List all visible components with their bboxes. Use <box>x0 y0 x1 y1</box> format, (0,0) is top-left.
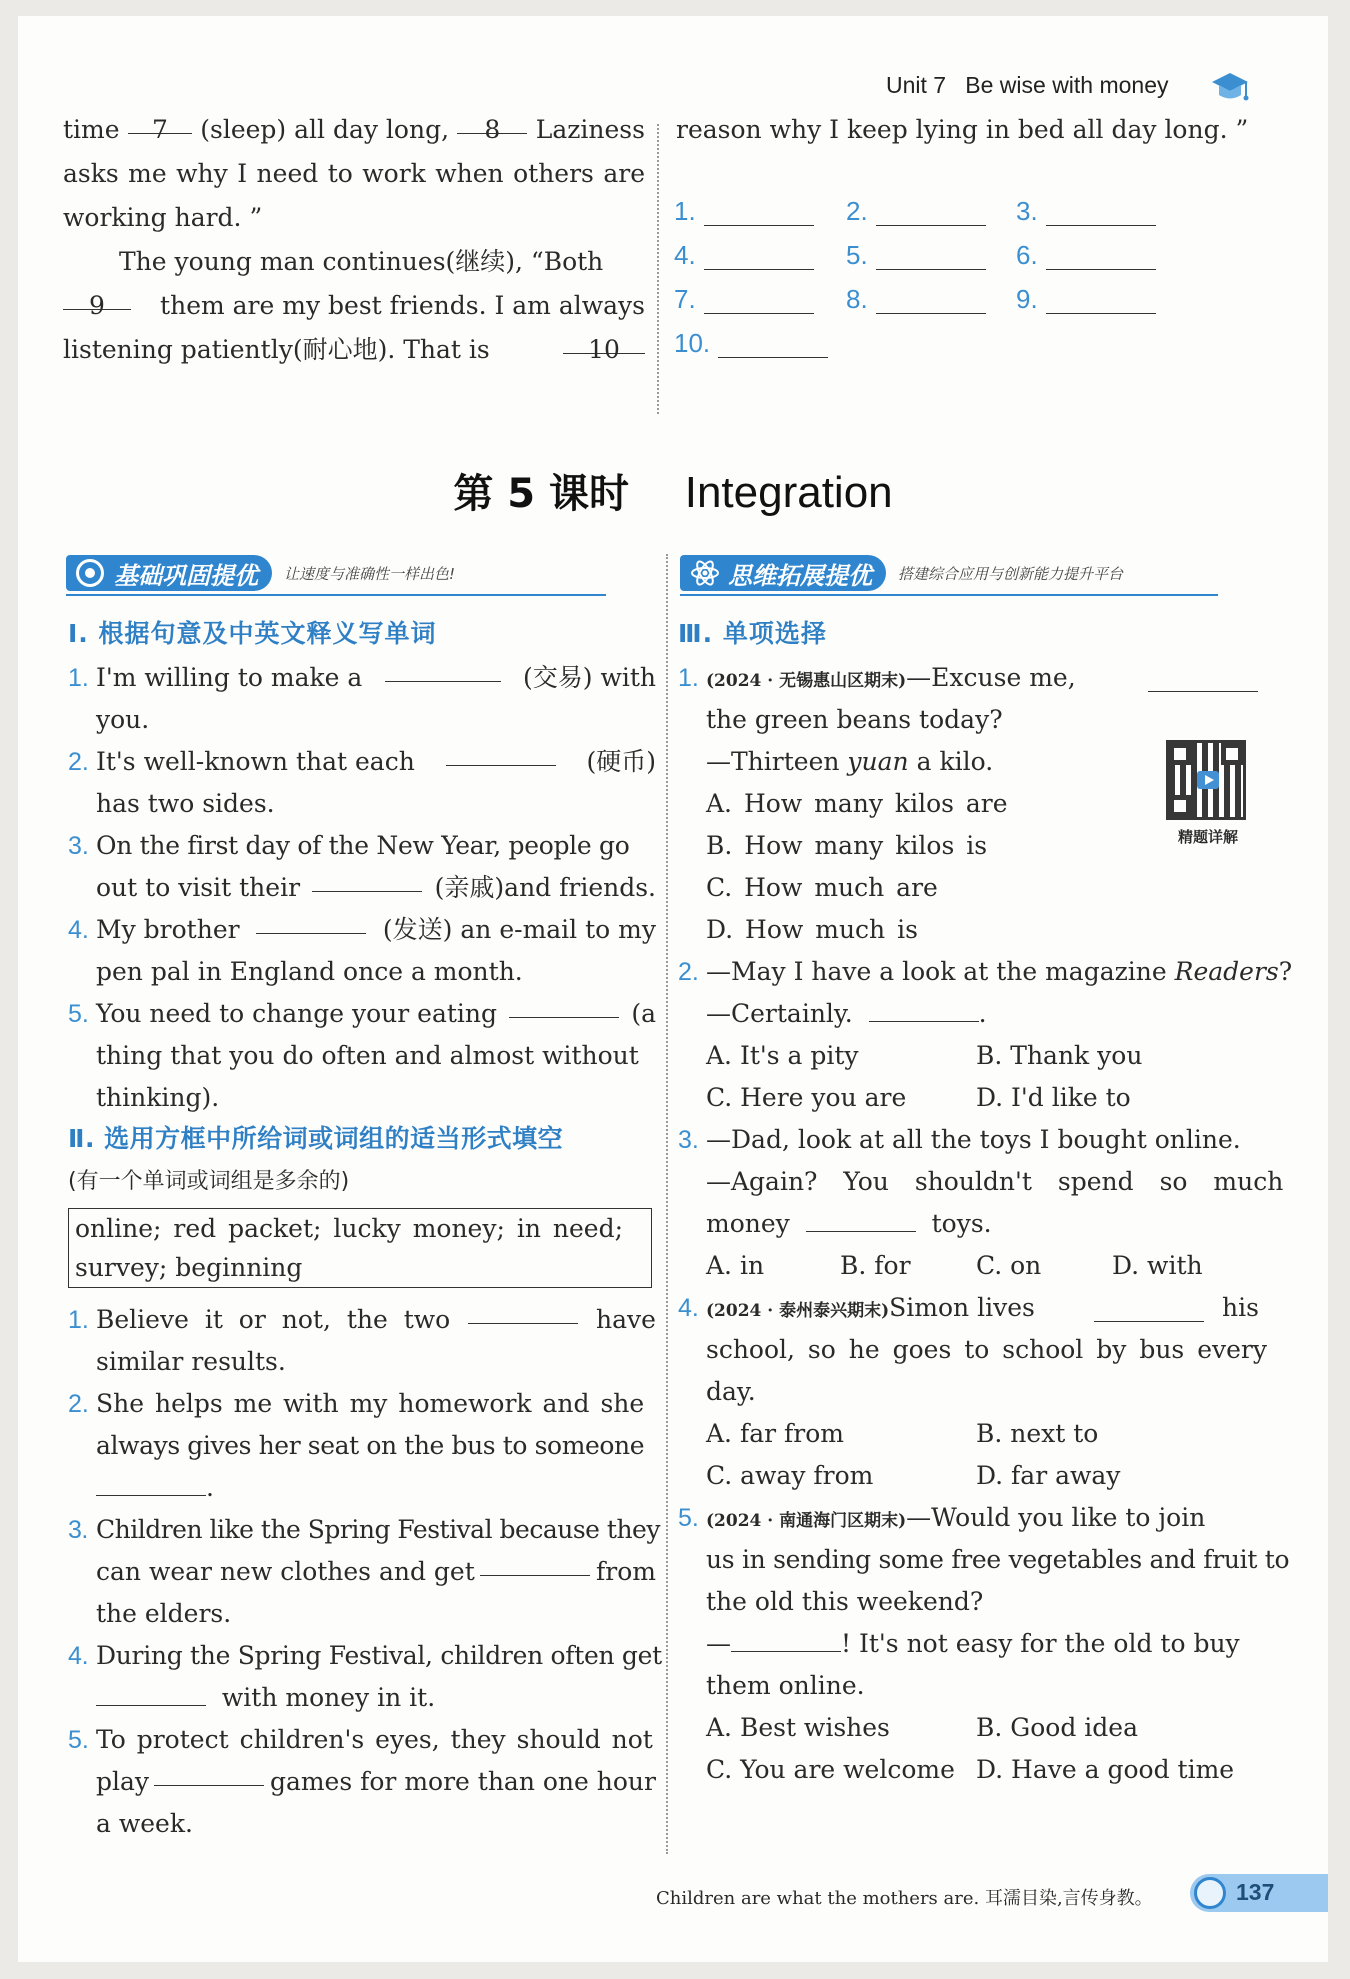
answer-label: 8. <box>846 284 868 314</box>
top-right-block <box>676 108 1276 152</box>
answer-label: 3. <box>1016 196 1038 226</box>
answer-blank[interactable] <box>96 1470 206 1496</box>
passage-line: asks me why I need to work when others are <box>63 159 645 188</box>
option[interactable]: C. on <box>976 1251 1042 1280</box>
swirl-icon <box>1194 1877 1226 1909</box>
answer-blank[interactable] <box>509 992 619 1018</box>
list-item: 3. On the first day of the New Year, people go out to visit their (亲戚)and friends. <box>68 831 656 902</box>
answer-label: 1. <box>674 196 696 226</box>
answer-blank[interactable] <box>256 908 366 934</box>
answer-label: 5. <box>846 240 868 270</box>
atom-icon <box>690 558 720 588</box>
option[interactable]: C. You are welcome <box>706 1755 955 1784</box>
answer-blank[interactable] <box>704 288 814 314</box>
answer-blank[interactable] <box>480 1550 590 1576</box>
passage-line: time 7 (sleep) all day long, 8 Laziness <box>63 108 645 152</box>
option[interactable]: B. Good idea <box>976 1713 1138 1742</box>
list-item: 2. It's well-known that each (硬币) has two sides. <box>68 740 656 824</box>
option[interactable]: A. Best wishes <box>706 1713 890 1742</box>
question-3: 3. —Dad, look at all the toys I bought online. —Again? You shouldn't spend so much money toys. A. in B. for C. on D. with <box>678 1118 1278 1286</box>
banner-title: 思维拓展提优 <box>728 561 872 590</box>
list-item: 2. She helps me with my homework and she always gives her seat on the bus to someone . <box>68 1389 645 1502</box>
option[interactable]: A. far from <box>706 1419 844 1448</box>
option[interactable]: C. away from <box>706 1461 874 1490</box>
question-2: 2. —May I have a look at the magazine Readers? —Certainly. . A. It's a pity B. Thank you C. Here you are D. I'd like to <box>678 950 1278 1118</box>
question-1: 1. (2024 · 无锡惠山区期末)—Excuse me, the green beans today? —Thirteen yuan a kilo. A. How many kilos are B. How many kilos is C. How much are D. How much is <box>678 656 1278 950</box>
answer-blank[interactable] <box>731 1626 841 1652</box>
answer-label: 7. <box>674 284 696 314</box>
answer-label: 6. <box>1016 240 1038 270</box>
list-item: 5. You need to change your eating (a thing that you do often and almost without thinking). <box>68 992 656 1118</box>
option[interactable]: B. Thank you <box>976 1041 1143 1070</box>
answer-blank[interactable] <box>154 1760 264 1786</box>
section-title: Ⅱ. 选用方框中所给词或词组的适当形式填空 <box>68 1124 564 1153</box>
answer-blank[interactable] <box>1046 288 1156 314</box>
footer-quote: Children are what the mothers are. 耳濡目染,言传身教。 <box>656 1888 1153 1909</box>
graduation-cap-icon <box>1210 70 1252 106</box>
section-3 <box>678 612 1293 1790</box>
option[interactable]: D. I'd like to <box>976 1083 1131 1112</box>
left-banner <box>66 554 626 596</box>
unit-title: Be wise with money <box>965 72 1169 98</box>
answer-blank[interactable] <box>1046 244 1156 270</box>
qr-label: 精题详解 <box>1177 828 1238 846</box>
answer-label: 2. <box>846 196 868 226</box>
lesson-name: Integration <box>684 468 893 517</box>
option[interactable]: A. How many kilos are <box>706 789 1008 818</box>
lesson-title <box>18 462 1328 519</box>
banner-subtitle: 让速度与准确性一样出色! <box>284 564 456 583</box>
section-title: Ⅲ. 单项选择 <box>678 619 827 648</box>
column-divider <box>657 124 659 414</box>
section-1 <box>68 612 656 1118</box>
answer-blank[interactable] <box>1046 200 1156 226</box>
list-item: 4. My brother (发送) an e-mail to my pen pal in England once a month. <box>68 908 656 992</box>
list-item: 1. I'm willing to make a (交易) with you. <box>68 656 656 740</box>
section-2 <box>68 1118 662 1844</box>
option[interactable]: A. in <box>706 1251 765 1280</box>
question-5: 5. (2024 · 南通海门区期末)—Would you like to join us in sending some free vegetables and fruit to the old this weekend? — ! It's not easy for the old to buy them online. A. Best wishes B. Good idea C. You are welcome D. Have a good time <box>678 1496 1278 1790</box>
option[interactable]: B. next to <box>976 1419 1099 1448</box>
banner-subtitle: 搭建综合应用与创新能力提升平台 <box>898 564 1124 583</box>
answer-blank[interactable] <box>869 996 979 1022</box>
right-banner <box>680 554 1270 596</box>
answer-label: 10. <box>674 328 711 358</box>
answer-blank[interactable]: 8 <box>457 108 527 134</box>
answer-blank[interactable] <box>704 244 814 270</box>
passage-line: working hard. ” <box>63 203 263 232</box>
answer-label: 4. <box>674 240 696 270</box>
answer-blank[interactable]: 10 <box>563 328 645 354</box>
lesson-number: 第 5 课时 <box>453 471 630 517</box>
answer-blank[interactable] <box>876 200 986 226</box>
word-box: online; red packet; lucky money; in need; survey; beginning <box>68 1208 652 1288</box>
passage-line: listening patiently(耐心地). That is 10 <box>63 328 645 372</box>
option[interactable]: C. How much are <box>706 873 938 902</box>
answer-blank[interactable]: 7 <box>128 108 192 134</box>
question-4: 4. (2024 · 泰州泰兴期末)Simon lives his school, so he goes to school by bus every day. A. far from B. next to C. away from D. far away <box>678 1286 1278 1496</box>
list-item: 3. Children like the Spring Festival because they can wear new clothes and get from the elders. <box>68 1515 660 1628</box>
answer-blank[interactable] <box>312 866 422 892</box>
option[interactable]: B. How many kilos is <box>706 831 988 860</box>
option[interactable]: D. far away <box>976 1461 1121 1490</box>
column-divider <box>666 554 668 1854</box>
answer-label: 9. <box>1016 284 1038 314</box>
answer-blank[interactable] <box>446 740 556 766</box>
top-passage <box>63 108 645 372</box>
answer-blank[interactable] <box>1148 666 1258 692</box>
answer-blank[interactable]: 9 <box>63 284 131 310</box>
section-note: (有一个单词或词组是多余的) <box>68 1169 350 1194</box>
option[interactable]: A. It's a pity <box>706 1041 859 1070</box>
option[interactable]: C. Here you are <box>706 1083 907 1112</box>
list-item: 1. Believe it or not, the two have similar results. <box>68 1298 656 1382</box>
passage-line: 9 them are my best friends. I am always <box>63 284 645 328</box>
answer-blank[interactable] <box>96 1680 206 1706</box>
passage-line: The young man continues(继续), “Both <box>119 247 604 276</box>
running-header <box>886 72 1169 99</box>
list-item: 4. During the Spring Festival, children often get with money in it. <box>68 1641 662 1712</box>
list-item: 5. To protect children's eyes, they should not play games for more than one hour a week. <box>68 1725 656 1838</box>
worksheet-page <box>18 16 1328 1962</box>
answer-blank[interactable] <box>468 1298 578 1324</box>
answer-blank[interactable] <box>385 656 501 682</box>
option[interactable]: D. Have a good time <box>976 1755 1235 1784</box>
option[interactable]: D. with <box>1112 1251 1203 1280</box>
page-number: 137 <box>1236 1879 1275 1905</box>
passage-line: reason why I keep lying in bed all day long. ” <box>676 115 1249 144</box>
banner-title: 基础巩固提优 <box>114 561 258 590</box>
answer-blank[interactable] <box>876 244 986 270</box>
target-icon <box>76 559 104 587</box>
answer-blank[interactable] <box>806 1206 916 1232</box>
option[interactable]: B. for <box>840 1251 911 1280</box>
answer-blank[interactable] <box>1094 1296 1204 1322</box>
section-title: Ⅰ. 根据句意及中英文释义写单词 <box>68 619 437 648</box>
answer-blank[interactable] <box>718 332 828 358</box>
option[interactable]: D. How much is <box>706 915 918 944</box>
answer-blank[interactable] <box>876 288 986 314</box>
unit-label: Unit 7 <box>886 72 947 98</box>
answer-blank[interactable] <box>704 200 814 226</box>
page-number-tab <box>1190 1874 1328 1912</box>
